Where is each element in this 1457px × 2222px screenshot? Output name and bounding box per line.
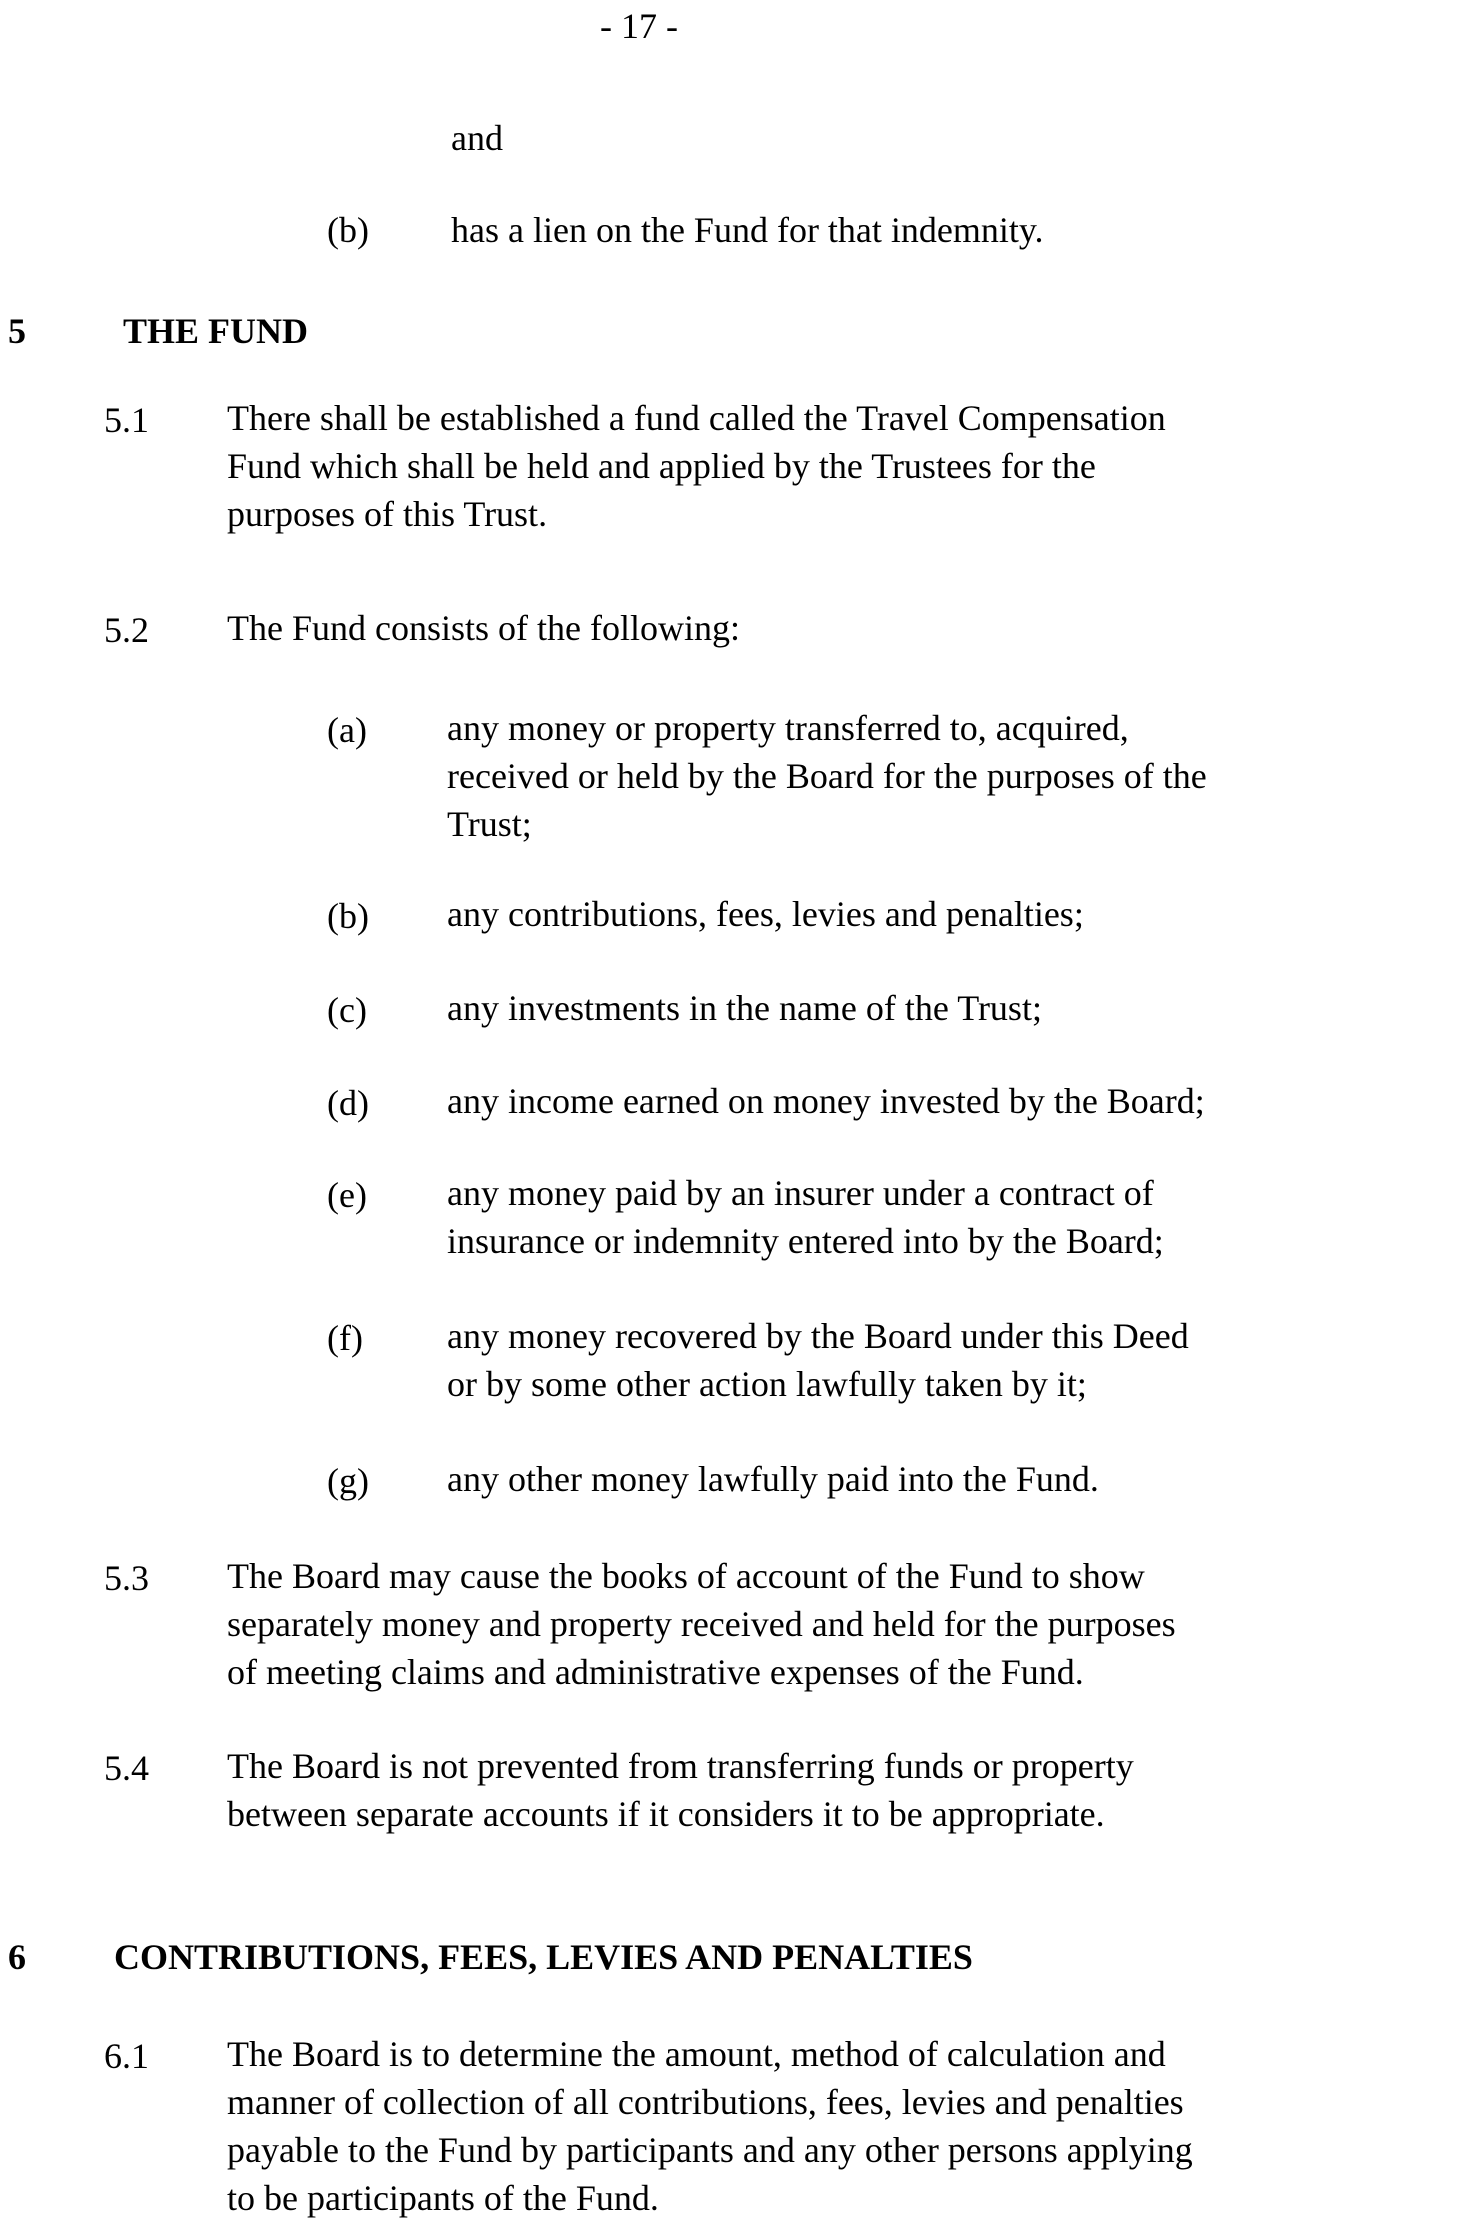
text-line: The Board is to determine the amount, method of calculation and: [227, 2034, 1166, 2074]
clause-number: 5.4: [104, 1748, 149, 1788]
item-label: (b): [327, 896, 369, 936]
section-heading: CONTRIBUTIONS, FEES, LEVIES AND PENALTIES: [114, 1937, 973, 1977]
text-line: Trust;: [447, 804, 532, 844]
item-text: [447, 1077, 1205, 1125]
item-label: (d): [327, 1083, 369, 1123]
item-text: has a lien on the Fund for that indemnity.: [451, 210, 1044, 250]
text-line: The Board may cause the books of account of the Fund to show: [227, 1556, 1145, 1596]
text-line: manner of collection of all contributions, fees, levies and penalties: [227, 2082, 1184, 2122]
text-line: any investments in the name of the Trust;: [447, 988, 1042, 1028]
text-line: of meeting claims and administrative expenses of the Fund.: [227, 1652, 1084, 1692]
clause-text: [227, 394, 1166, 538]
text-line: any money paid by an insurer under a contract of: [447, 1173, 1154, 1213]
item-text: [447, 704, 1207, 848]
clause-number: 5.1: [104, 400, 149, 440]
clause-number: 5.2: [104, 610, 149, 650]
text-line: There shall be established a fund called the Travel Compensation: [227, 398, 1166, 438]
item-text: [447, 890, 1084, 938]
item-label: (e): [327, 1175, 367, 1215]
text-line: purposes of this Trust.: [227, 494, 548, 534]
item-label: (c): [327, 990, 367, 1030]
text-line: any contributions, fees, levies and penalties;: [447, 894, 1084, 934]
section-number: 6: [8, 1937, 26, 1977]
text-line: payable to the Fund by participants and any other persons applying: [227, 2130, 1193, 2170]
item-text: [447, 1455, 1099, 1503]
item-label: (b): [327, 210, 369, 250]
text-line: received or held by the Board for the purposes of the: [447, 756, 1207, 796]
item-text: [447, 1312, 1189, 1408]
clause-text: [227, 2030, 1193, 2222]
text-line: Fund which shall be held and applied by the Trustees for the: [227, 446, 1096, 486]
item-label: (a): [327, 710, 367, 750]
text-line: The Board is not prevented from transferring funds or property: [227, 1746, 1134, 1786]
item-label: (g): [327, 1461, 369, 1501]
section-number: 5: [8, 311, 26, 351]
and-text: and: [451, 118, 503, 158]
text-line: any income earned on money invested by the Board;: [447, 1081, 1205, 1121]
clause-number: 5.3: [104, 1558, 149, 1598]
clause-text: [227, 604, 740, 652]
clause-number: 6.1: [104, 2036, 149, 2076]
section-heading: THE FUND: [123, 311, 309, 351]
clause-text: [227, 1742, 1134, 1838]
text-line: separately money and property received and held for the purposes: [227, 1604, 1176, 1644]
text-line: The Fund consists of the following:: [227, 608, 740, 648]
clause-text: [227, 1552, 1176, 1696]
text-line: any money recovered by the Board under this Deed: [447, 1316, 1189, 1356]
item-text: [447, 984, 1042, 1032]
text-line: any other money lawfully paid into the Fund.: [447, 1459, 1099, 1499]
text-line: insurance or indemnity entered into by the Board;: [447, 1221, 1164, 1261]
text-line: or by some other action lawfully taken by it;: [447, 1364, 1087, 1404]
text-line: any money or property transferred to, acquired,: [447, 708, 1129, 748]
item-label: (f): [327, 1318, 363, 1358]
text-line: to be participants of the Fund.: [227, 2178, 659, 2218]
text-line: between separate accounts if it considers it to be appropriate.: [227, 1794, 1105, 1834]
item-text: [447, 1169, 1164, 1265]
page-number: - 17 -: [600, 6, 678, 46]
